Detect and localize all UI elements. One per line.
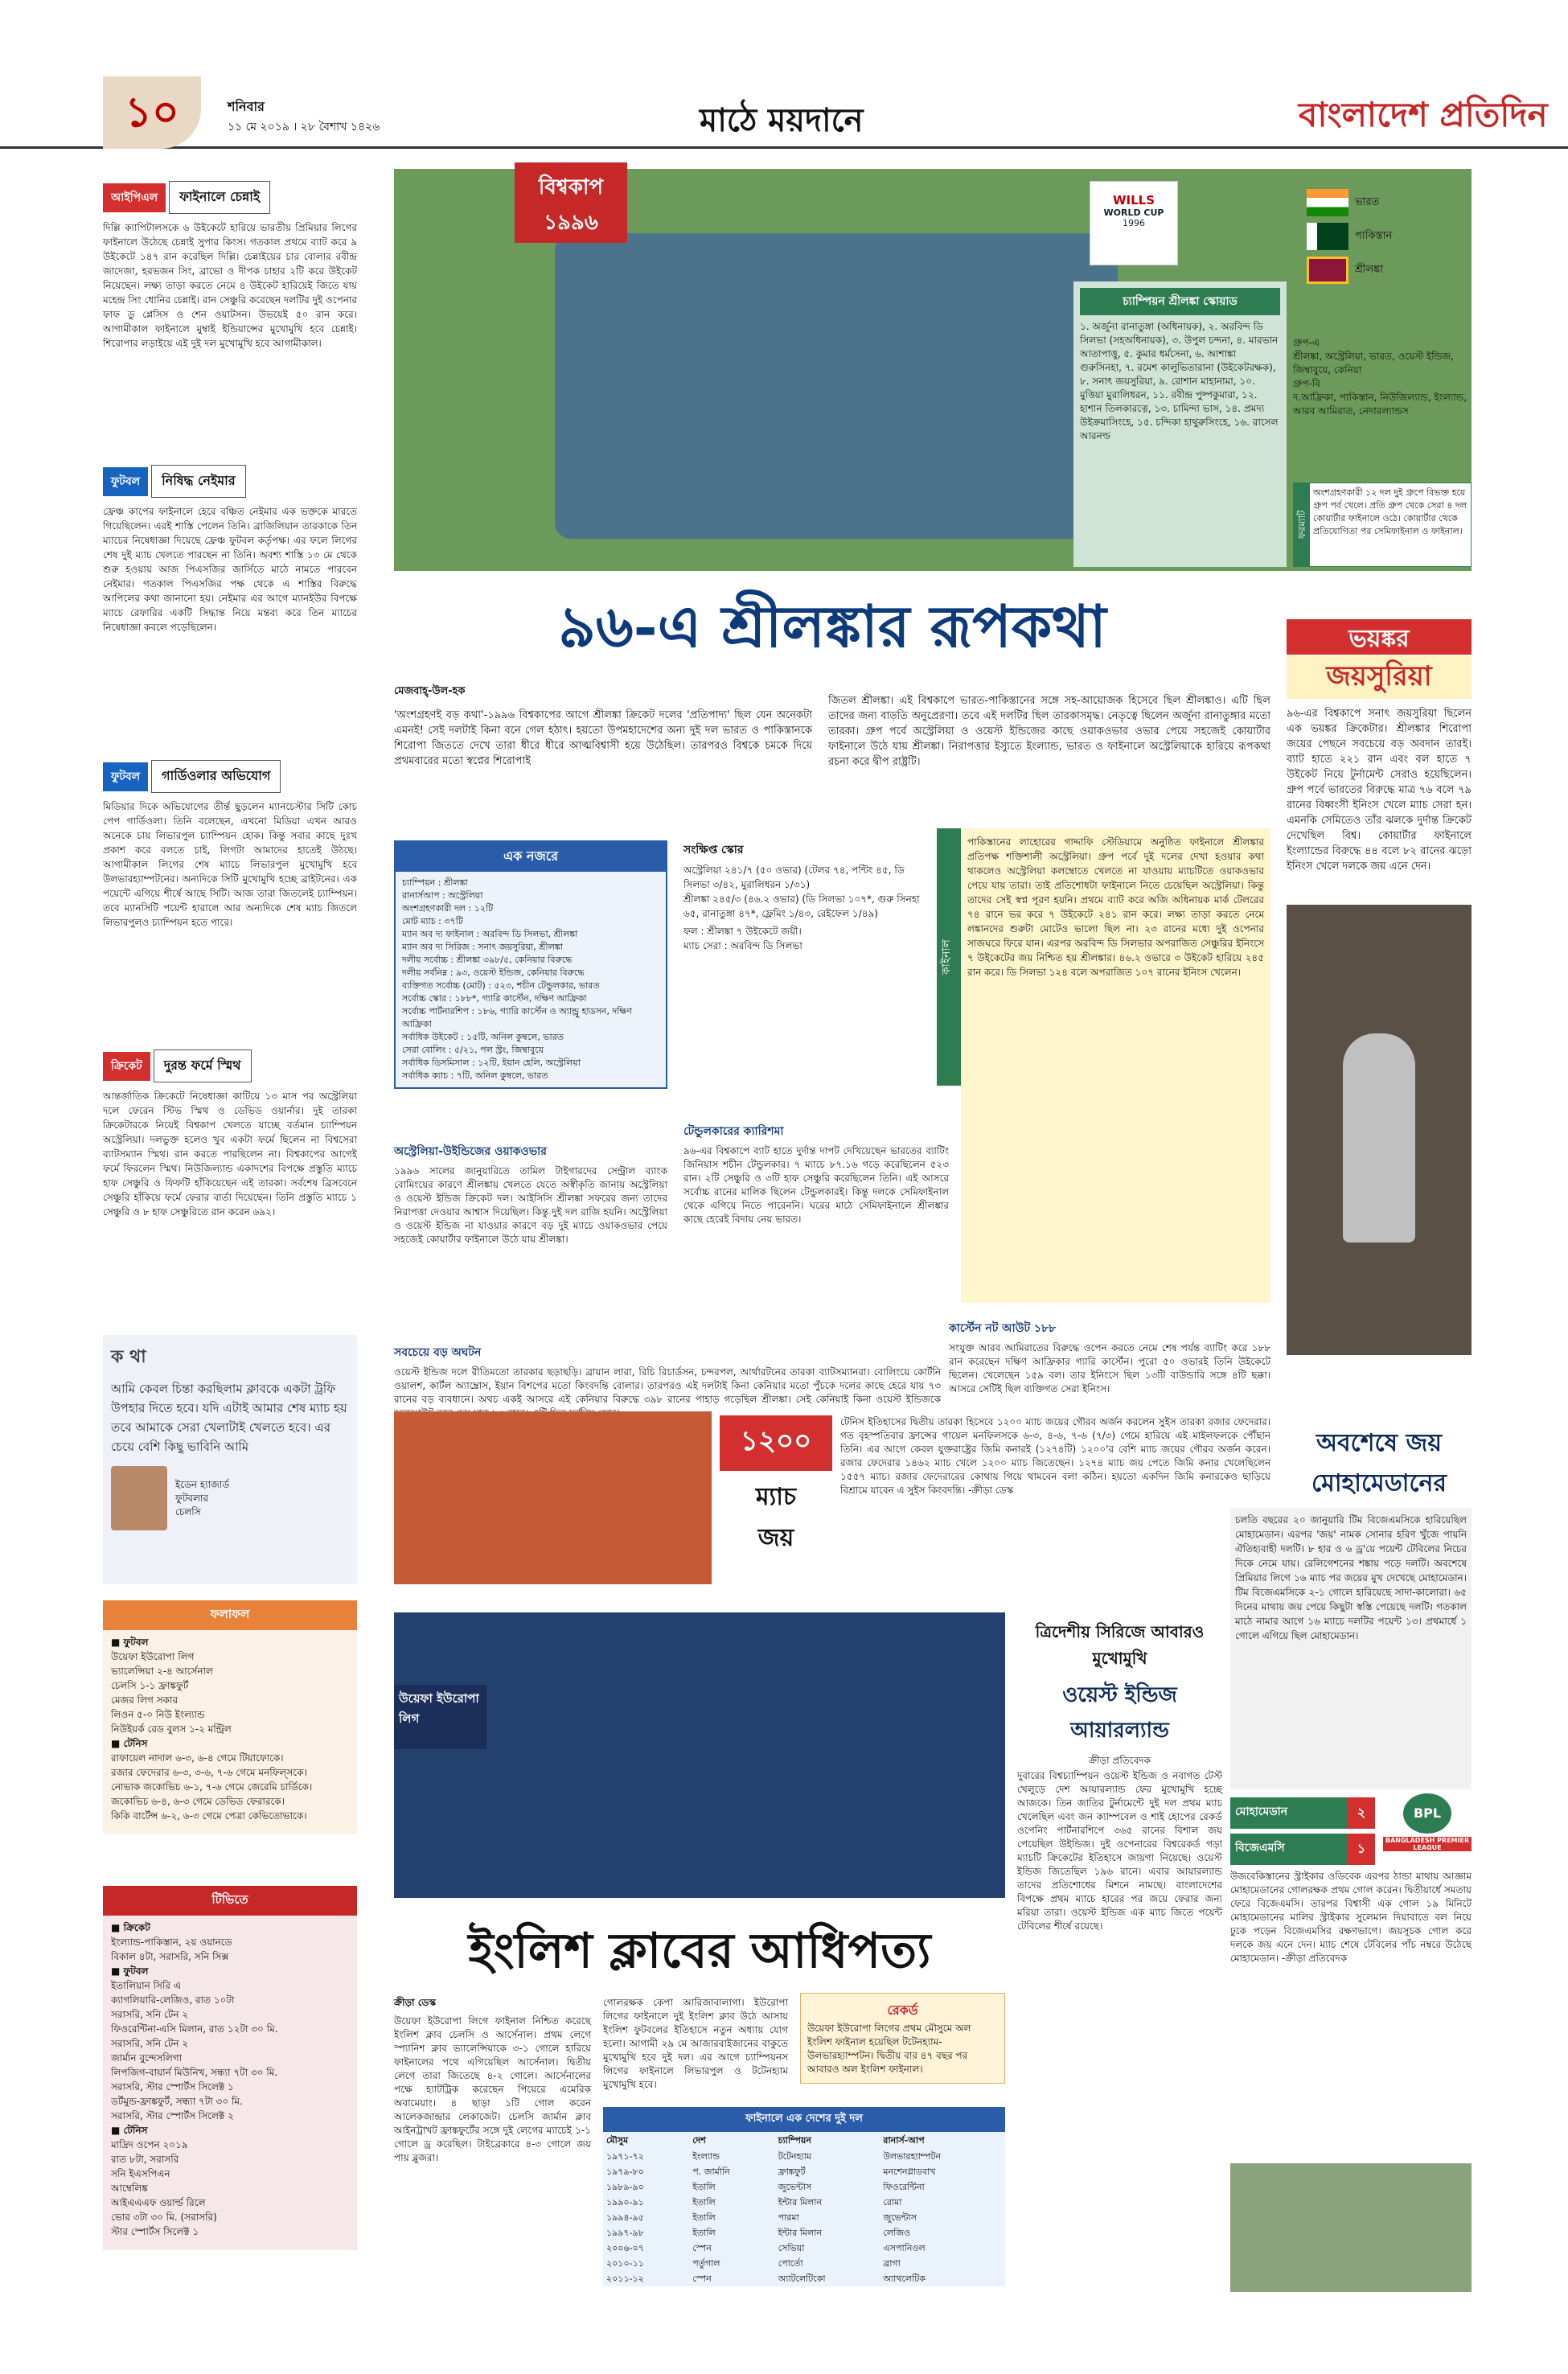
kirsten-block <box>949 1319 1270 1396</box>
table-cell: ইন্টার মিলান <box>778 2197 822 2208</box>
list-item: উয়েফা ইউরোপা লিগ <box>111 1651 195 1662</box>
table-cell: ২০১১-১২ <box>606 2273 644 2284</box>
final-label: কাইনাল <box>937 828 961 1086</box>
list-item: লিওন ৫-০ নিউ ইংল্যান্ড <box>111 1709 205 1720</box>
main-headline: ৯৬-এ শ্রীলঙ্কার রূপকথা <box>558 592 1106 660</box>
wi-sub: ত্রিদেশীয় সিরিজে আবারও মুখোমুখি <box>1035 1622 1205 1668</box>
list-item: নোভাক জকোভিচ ৬-১, ৭-৬ গেমে জেরেমি চার্ডিকে। <box>111 1781 313 1793</box>
squad-title: চ্যাম্পিয়ন শ্রীলঙ্কা স্কোয়াড <box>1080 288 1280 315</box>
worldcup-tag-line2: ১৯৯৬ <box>544 211 598 235</box>
list-item: স্টার স্পোর্টস সিলেক্ট ১ <box>111 2226 199 2237</box>
section-tag: ফুটবল <box>103 762 148 791</box>
table-cell: ২০০৬-০৭ <box>606 2243 644 2253</box>
kirsten-title: কার্স্টেন নট আউট ১৮৮ <box>949 1322 1057 1335</box>
groups-text: গ্রুপ-এ শ্রীলঙ্কা, অস্ট্রেলিয়া, ভারত, ওয়েস্ট ইন্ডিজ, জিম্বাবুয়ে, কেনিয়া গ্রুপ-বি দ.আফ্রিকা, পাকিস্তান, নিউজিল্যান্ড, ইংল্যান্ড, আরব আমিরাত, নেদারল্যান্ডস <box>1293 337 1467 417</box>
glance-row: সর্বাধিক উইকেট : ১৫টি, অনিল কুম্বলে, ভারত <box>402 1032 564 1042</box>
record-title: রেকর্ড <box>887 2002 918 2018</box>
glance-box <box>394 840 667 1089</box>
table-cell: ইতালি <box>692 2228 716 2238</box>
score-title: সংক্ষিপ্ত স্কোর <box>683 844 744 856</box>
table-row <box>603 2149 1005 2164</box>
tv-list <box>103 1916 357 2244</box>
ipl-block <box>103 181 357 351</box>
table-header: মৌসুম <box>606 2135 629 2146</box>
table-cell: ইতালি <box>692 2197 716 2208</box>
list-item: ■ ফুটবল <box>111 1637 149 1648</box>
table-cell: স্পেন <box>692 2243 712 2253</box>
results-list <box>103 1630 357 1828</box>
glance-row: মোট ম্যাচ : ৩৭টি <box>402 916 463 926</box>
finals-rows <box>603 2132 1005 2286</box>
list-item: ভোর ৩টা ৩০ মি. (সরাসরি) <box>111 2212 217 2223</box>
table-cell: ১৯৭১-৭২ <box>606 2151 644 2162</box>
smith-block <box>103 1049 357 1219</box>
list-item: ■ টেনিস <box>111 2125 148 2136</box>
list-item: ■ টেনিস <box>111 1738 148 1749</box>
list-item: ■ ক্রিকেট <box>111 1922 150 1933</box>
list-item: আইএএএফ ওয়ার্ল্ড রিলে <box>111 2197 206 2208</box>
glance-row: সর্বাধিক ক্যাচ : ৭টি, অনিল কুম্বলে, ভারত <box>402 1070 548 1081</box>
table-cell: ১৯৯৪-৯৫ <box>606 2212 644 2223</box>
trophy-icon <box>1343 1033 1415 1242</box>
india-flag-icon <box>1307 189 1348 216</box>
quote-club: চেলসি <box>175 1505 201 1518</box>
table-cell: পোর্তো <box>778 2258 803 2269</box>
table-cell: টটেনহ্যাম <box>778 2151 811 2162</box>
format-text: অংশগ্রহণকারী ১২ দল দুই গ্রুপে বিভক্ত হয়ে গ্রুপ পর্ব খেলে। প্রতি গ্রুপ থেকে সেরা ৪ দল কোয়ার্টার ফাইনালে ওঠে। কোয়ার্টার থেকে প্রতিযোগিতা পর সেমিফাইনাল ও ফাইনাল। <box>1313 487 1467 536</box>
table-header: চ্যাম্পিয়ন <box>778 2135 811 2146</box>
wi-text: দুবারের বিশ্বচ্যাম্পিয়ন ওয়েস্ট ইন্ডিজ ও নবাগত টেস্ট খেলুড়ে দেশ আয়ারল্যান্ড ফের মুখোমুখি হচ্ছে আজকে। তিন জাতির টুর্নামেন্টে দুই দল প্রথম ম্যাচ খেলেছিল এবং জন ক্যাম্পবেল ও শাই হোপের রেকর্ড ওপেনিং পার্টনারশিপে ৩৬৫ রানের বিশাল জয় পেয়েছিল উইন্ডিজ। দুই ওপেনারের বিশ্বরেকর্ড গড়া ম্যাচটি ক্রিকেটের ইতিহাসে জায়গা নিয়েছে। ওয়েস্ট ইন্ডিজ জিতেছিল ১৯৬ রানে। এবার আয়ারল্যান্ড তাদের প্রতিশোধের মিশনে নামছে। বাংলাদেশের বিপক্ষে প্রথম ম্যাচে হারের পর জয়ে ফেরার জন্য মরিয়া তারা। ওয়েস্ট ইন্ডিজ এক ম্যাচ জিতে পয়েন্ট টেবিলের শীর্ষে রয়েছে। <box>1017 1770 1222 1932</box>
table-header: দেশ <box>692 2135 706 2146</box>
table-cell: ফ্রাঙ্কফুর্ট <box>778 2167 806 2177</box>
srilanka-flag-icon <box>1307 257 1348 284</box>
list-item: নিউইয়র্ক রেড বুলস ১-২ মন্ট্রিল <box>111 1723 232 1735</box>
team-goals: ২ <box>1348 1797 1375 1829</box>
table-cell: ইন্টার মিলান <box>778 2228 822 2238</box>
jaya-photo <box>1287 905 1472 1355</box>
paper-logo: বাংলাদেশ প্রতিদিন <box>1299 95 1548 134</box>
table-row <box>603 2164 1005 2179</box>
glance-row: সর্বোচ্চ স্কোর : ১৮৮*, গ্যারি কার্স্টেন, দক্ষিণ আফ্রিকা <box>402 993 587 1004</box>
table-cell: ইতালি <box>692 2182 716 2192</box>
story-col1: 'অংশগ্রহণই বড় কথা'-১৯৯৬ বিশ্বকাপের আগে শ্রীলঙ্কা ক্রিকেট দলের 'প্রতিপাদ্য' ছিল যেন অনেকটা এমনই! সেই দলটাই কিনা বনে গেল হঠাৎ। হয়তো উপমহাদেশের অন্য দুই দল ভারত ও পাকিস্তানকে শিরোপা জিততে দেখে তারা ধীরে ধীরে আত্মবিশ্বাসী হয়ে উঠেছিল। তারপরও বিশ্বকে চমকে দিয়ে প্রথমবারের মতো স্বপ্নের শিরোপাই <box>394 709 812 767</box>
team-name: বিজেএমসি <box>1230 1834 1348 1865</box>
score-row: ফল : শ্রীলঙ্কা ৭ উইকেটে জয়ী। <box>683 926 802 937</box>
glance-row: দলীয় সর্বোচ্চ : শ্রীলঙ্কা ৩৯৮/৫, কেনিয়ার বিরুদ্ধে <box>402 955 573 965</box>
score-text: অস্ট্রেলিয়া ২৪১/৭ (৫০ ওভার) (টেলর ৭৪, পন্টিং ৪৫, ডি সিলভা ৩/৪২, মুরালিধরন ১/৩১) শ্রীলঙ্কা ২৪৫/৩ (৪৬.২ ওভার) (ডি সিলভা ১০৭*, গুরু সিনহা ৬৫, রানাতুঙ্গা ৪৭*, ফ্লেমিং ১/৪৩, রেইফেল ১/৪৯) <box>683 865 920 919</box>
glance-title: এক নজরে <box>396 842 666 872</box>
team-name: মোহামেডান <box>1230 1797 1348 1829</box>
glance-row: সর্বোচ্চ পার্টনারশিপ : ১৮৬, গ্যারি কার্স্টেন ও অ্যান্ড্রু হাডসন, দক্ষিণ আফ্রিকা <box>402 1006 632 1029</box>
tendulkar-title: টেন্ডুলকারের ক্যারিশমা <box>683 1125 784 1138</box>
kirsten-text: সংযুক্ত আরব আমিরাতের বিরুদ্ধে ওপেন করতে নেমে শেষ পর্যন্ত ব্যাটিং করে ১৮৮ রান করেছেন দক্ষিণ আফ্রিকার গ্যারি কার্স্টেন। পুরো ৫০ ওভারই তিনি উইকেটে ছিলেন। খেলেছেন ১৫৯ বল। তার ইনিংসে ছিল ১৩টি বাউন্ডারি সঙ্গে ৪টি ছক্কা। আসরে সেটিই ছিল ব্যক্তিগত সেরা ইনিংস। <box>949 1342 1270 1394</box>
list-item: মাদ্রিদ ওপেন ২০১৯ <box>111 2139 188 2150</box>
squad-text: ১. অর্জুনা রানাতুঙ্গা (অধিনায়ক), ২. অরবিন্দ ডি সিলভা (সহঅধিনায়ক), ৩. উপুল চন্দনা, ৪. মারভান আতাপাত্তু, ৫. কুমার ধর্মসেনা, ৬. আশাঙ্কা গুরুসিনহা, ৭. রমেশ কালুভিতারানা (উইকেটরক্ষক), ৮. সনাৎ জয়সুরিয়া, ৯. রোশান মাহানামা, ১০. মুত্তিয়া মুরালিধরন, ১১. রবীন্দ্র পুষ্পকুমারা, ১২. হাশান তিলকারত্নে, ১৩. চামিন্দা ভাস, ১৪. প্রমদ্য উইক্রমাসিংহে, ১৫. চন্দিকা হাথুরুসিংহে, ১৬. রাসেল আরনল্ড <box>1080 321 1279 442</box>
walkover-block <box>394 1142 667 1247</box>
results-title: ফলাফল <box>103 1600 357 1630</box>
list-item: লিপজিগ-বায়ার্ন মিউনিখ, সন্ধ্যা ৭টা ৩০ মি. <box>111 2067 278 2078</box>
table-cell: ২০১০-১১ <box>606 2258 644 2269</box>
neymar-block <box>103 465 357 635</box>
final-text: পাকিস্তানের লাহোরের গাদ্দাফি স্টেডিয়ামে অনুষ্ঠিত ফাইনালে শ্রীলঙ্কার প্রতিপক্ষ শক্তিশালী অস্ট্রেলিয়া। গ্রুপ পর্বে দুই দলের দেখা হওয়ার কথা থাকলেও অস্ট্রেলিয়া কলম্বোতে খেলতে না যাওয়ায় ম্যাচটিতে ওয়াকওভার পেয়ে যায় তারা। তাই প্রতিশোধটা ফাইনালে নিতে চেয়েছিল অস্ট্রেলিয়া। কিন্তু তাদের সেই স্বপ্ন পূরণ হয়নি। প্রথমে ব্যাট করে অজি অধিনায়ক মার্ক টেলরের ৭৪ রানে ভর করে ৭ উইকেটে ২৪১ রান করে। লক্ষ্য তাড়া করতে নেমে লঙ্কানদের শুরুটা মোটেও ভালো ছিল না। ২৩ রানের মধ্যে দুই ওপেনার সাজঘরে ফিরে যান। এরপর অরবিন্দ ডি সিলভার অপরাজিত সেঞ্চুরির ইনিংসে ৭ উইকেটের জয় নিশ্চিত হয় শ্রীলঙ্কার। ৪৬.২ ওভারে ৩ উইকেট হারিয়ে ২৪৫ রান করে। ডি সিলভা ১২৪ বলে অপরাজিত ১০৭ রানের ইনিংস খেলেন। <box>961 828 1270 1303</box>
finals-table <box>603 2107 1005 2286</box>
guardiola-block <box>103 760 357 930</box>
walkover-title: অস্ট্রেলিয়া-উইন্ডিজের ওয়াকওভার <box>394 1145 547 1158</box>
table-row <box>603 2179 1005 2195</box>
table-row <box>603 2195 1005 2210</box>
list-item: মেজর লিগ সকার <box>111 1694 179 1706</box>
section-tag: আইপিএল <box>103 183 166 212</box>
europa-label: উয়েফা ইউরোপা লিগ <box>394 1685 486 1749</box>
bpl-logo <box>1383 1793 1472 1858</box>
wi-ireland-head <box>1017 1620 1222 1770</box>
table-cell: স্পেন <box>692 2273 712 2284</box>
table-cell: ১৯৭৯-৮০ <box>606 2167 644 2177</box>
list-item: সরাসরি, স্টার স্পোর্টস সিলেক্ট ১ <box>111 2081 234 2093</box>
list-item: কিকি বার্টেন্স ৬-২, ৬-৩ গেমে পেত্রা কেভিতোভাকে। <box>111 1810 307 1822</box>
moh-text: চলতি বছরের ২০ জানুয়ারি টিম বিজেএমসিকে হারিয়েছিল মোহামেডান। এরপর 'জয়' নামক সোনার হরিণ খুঁজে পায়নি ঐতিহ্যবাহী দলটি। ৮ হার ও ৬ ড্র'য়ে পয়েন্ট টেবিলের নিচের দিকে নেমে যায়। রেলিগেশনের শঙ্কায় পড়ে দলটি। অবশেষে প্রিমিয়ার লিগে ১৬ ম্যাচ পর জয়ের মুখ দেখেছে মোহামেডান। টিম বিজেএমসিকে ২-১ গোলে হারিয়েছে সাদা-কালোরা। ৬৫ দিনের মাথায় জয় পেয়ে কিছুটা স্বস্তি পেয়েছে দলটি। গতকাল মাঠে নামার আগে ১৬ ম্যাচে দলটির পয়েন্ট ১৩। প্রথমার্ধে ১ গোলে এগিয়ে ছিল মোহামেডান। <box>1230 1508 1472 1789</box>
score-box <box>683 840 925 953</box>
flags-legend <box>1307 189 1467 284</box>
format-label: ফরম্যাট <box>1294 483 1310 566</box>
score-row: ম্যাচ সেরা : অরবিন্দ ডি সিলভা <box>683 940 802 951</box>
quote-role: ফুটবলার <box>175 1492 209 1504</box>
list-item: চেলসি ১-১ ফ্রাঙ্কফুর্ট <box>111 1680 189 1691</box>
pakistan-flag-icon <box>1307 223 1348 250</box>
table-row <box>603 2225 1005 2241</box>
format-box <box>1293 483 1472 567</box>
story-col2: জিতল শ্রীলঙ্কা। এই বিশ্বকাপে ভারত-পাকিস্তানের সঙ্গে সহ-আয়োজক হিসেবে ছিল শ্রীলঙ্কাও। এটি ছিল তাদের জন্য বাড়তি অনুপ্রেরণা। তবে এই দলটির ছিল তারকাসমৃদ্ধ। নেতৃত্বে ছিলেন অর্জুনা রানাতুঙ্গার মতো তারকা। গ্রুপ পর্বে অস্ট্রেলিয়া ও ওয়েস্ট ইন্ডিজের কাছে ওয়াকওভার ওভার পেয়ে সহজেই কোয়ার্টার ফাইনালে উঠে যায় শ্রীলঙ্কা। নিরাপত্তার ইস্যুতে ইংল্যান্ড, ভারত ও ফাইনালে অস্ট্রেলিয়াকে হারিয়ে রূপকথা রচনা করে দ্বীপ রাষ্ট্রটি। <box>828 695 1270 768</box>
glance-row: সেরা বোলিং : ৫/২১, পল স্ট্রং, জিম্বাবুয়ে <box>402 1045 544 1055</box>
glance-row: সর্বাধিক ডিসমিসাল : ১২টি, ইয়ান হেলি, অস্ট্রেলিয়া <box>402 1058 581 1068</box>
jaya-title2: জয়সুরিয়া <box>1287 655 1472 699</box>
glance-row: ম্যান অব দ্য সিরিজ : সনাৎ জয়সুরিয়া, শ্রীলঙ্কা <box>402 942 563 952</box>
record-text: উয়েফা ইউরোপা লিগের প্রথম মৌসুমে অল ইংলিশ ফাইনাল হয়েছিল টটেনহ্যাম-উলভারহ্যাম্পটন। দ্বিতীয় বার ৪৭ বছর পর আবারও অল ইংলিশ ফাইনাল। <box>807 2023 971 2075</box>
table-row <box>603 2271 1005 2286</box>
tendulkar-text: ৯৬-এর বিশ্বকাপে ব্যাট হাতে দুর্দান্ত দাপট দেখিয়েছেন ভারতের ব্যাটিং জিনিয়াস শচীন টেন্ডুলকার। ৭ ম্যাচে ৮৭.১৬ গড়ে করেছিলেন ৫২৩ রান। ২টি সেঞ্চুরি ও ৩টি হাফ সেঞ্চুরি করেছিলেন তিনি। এই আসরে সর্বোচ্চ রানের মালিক ছিলেন টেন্ডুলকারই। কিন্তু দলকে সেমিফাইনাল থেকে এগিয়ে নিতে পারেননি। ঘরের মাঠে সেমিফাইনালে শ্রীলঙ্কার কাছে হেরেই বিদায় নেয় ভারত। <box>683 1145 949 1225</box>
tv-box <box>103 1886 357 2250</box>
page-number: ১০ <box>103 76 201 149</box>
tendulkar-block <box>683 1122 949 1226</box>
bpl-text: BPL <box>1403 1793 1451 1834</box>
date: ১১ মে ২০১৯ । ২৮ বৈশাখ ১৪২৬ <box>228 121 380 133</box>
moh-score <box>1230 1797 1375 1865</box>
headline: ফাইনালে চেন্নাই <box>169 181 270 214</box>
body-text: মিডিয়ার দিকে অভিযোগের তীর্ন্ত ছুড়লেন ম্যানচেস্টার সিটি কোচ পেপ গার্ডিওলা। তিনি বলেছেন, এখনো মিডিয়া এখন আরও অনেকে চায় লিভারপুল চ্যাম্পিয়ন হোক। কিন্তু সবার কাছে দুঃখ প্রকাশ করে বলতে চাই, লিগটা আমাদের হাতেই উঠছে। আগামীকাল লিগের শেষ ম্যাচে লিভারপুল মুখোমুখি হবে উলভারহ্যাম্পটনের। অন্যদিকে সিটি মুখোমুখি হচ্ছে ব্রাইটনের। এক পয়েন্টে এগিয়ে শীর্ষে আছে সিটি। আজ তারা জিতলেই চ্যাম্পিয়ন। তবে ম্যানসিটি পয়েন্ট হারালে আর অন্যদিকে শেষ ম্যাচ জিতলে লিভারপুলও চ্যাম্পিয়ন হতে পারে। <box>103 801 357 928</box>
upset-title: সবচেয়ে বড় অঘটন <box>394 1346 482 1359</box>
score-result <box>683 924 925 953</box>
wills-text: WILLS <box>1112 193 1155 207</box>
flag-label: ভারত <box>1355 195 1380 208</box>
table-title: ফাইনালে এক দেশের দুই দল <box>603 2107 1005 2132</box>
flag-label: শ্রীলঙ্কা <box>1355 263 1384 276</box>
upset-text: ওয়েস্ট ইন্ডিজ দলে রীতিমতো তারকার ছড়াছড়ি। ব্রায়ান লারা, রিচি রিচার্ডসন, চন্দরপল, আর্থারটনের তারকা ব্যাটসম্যানরা। বোলিংয়ে কোর্টনি ওয়ালশ, কার্টল অ্যাম্ব্রোস, ইয়ান বিশপের মতো কিংবদন্তি বোলার। তারপরও এই দলটাই কিনা কেনিয়ার মতো পুঁচকে দলের কাছে হেরে যায় ৭৩ রানের বড় ব্যবধানে। অথচ একই আসরে এই কেনিয়ার বিরুদ্ধে ৩৯৮ রানের পাহাড় গড়েছিল শ্রীলঙ্কা। সেই কেনিয়াই কিনা ওয়েস্ট ইন্ডিজকে <box>394 1366 941 1405</box>
moh-title1: অবশেষে জয় <box>1316 1429 1443 1457</box>
table-row <box>603 2241 1005 2256</box>
player-photo <box>111 1466 167 1530</box>
team-goals: ১ <box>1348 1834 1375 1865</box>
table-cell: প. জার্মানি <box>692 2167 730 2177</box>
table-header: রানার্স-আপ <box>883 2135 925 2146</box>
list-item: সরাসরি, স্টার স্পোর্টস সিলেক্ট ২ <box>111 2110 234 2121</box>
table-cell: ইতালি <box>692 2212 716 2223</box>
english-text1: উয়েফা ইউরোপা লিগে ফাইনাল নিশ্চিত করেছে ইংলিশ ক্লাব চেলসি ও আর্সেনাল। প্রথম লেগে স্প্যানিশ ক্লাব ভ্যালেন্সিয়াকে ৩-১ গোলে হারিয়ে ফাইনালের পথে এগিয়েছিল আর্সেনাল। দ্বিতীয় লেগে তারা জিতেছে ৪-২ গোলে। আর্সেনালের পক্ষে হ্যাটট্রিক করেছেন পিয়েরে এমেরিক অবামেয়াং। ৪ ছাড়া ১টি গোল করেন আলেকজান্দ্রার লেকাজেট। চেলসি জার্মান ক্লাব আইনট্রাখট ফ্রাঙ্কফুর্টের সঙ্গে দুই লেগের ম্যাচেই ১-১ গোলে ড্র করেছিল। টাইব্রেকারে ৪-৩ গোলে জয় পায় ব্লুজরা। <box>394 2015 591 2163</box>
tennis-big: ১২০০ <box>720 1415 832 1471</box>
quote-box <box>103 1335 357 1584</box>
list-item: সনি ইএসপিএন <box>111 2168 170 2179</box>
table-cell: পারমা <box>778 2212 799 2223</box>
headline: দুরন্ত ফর্মে স্মিথ <box>154 1049 252 1082</box>
table-cell: অ্যাটলেটিকো <box>778 2273 826 2284</box>
quote-title: ক থা <box>111 1347 146 1367</box>
list-item: রজার ফেদেরার ৬-৩, ৩-৬, ৭-৬ গেমে মনফিল্সকে। <box>111 1767 307 1778</box>
table-cell: ১৯৯৭-৯৮ <box>606 2228 644 2238</box>
list-item: ভ্যালেন্সিয়া ২-৪ আর্সেনাল <box>111 1665 213 1677</box>
headline: গার্ডিওলার অভিযোগ <box>151 760 281 793</box>
flag-label: পাকিস্তান <box>1355 229 1393 242</box>
quote-name: ইডেন হ্যাজার্ড <box>175 1478 230 1490</box>
squad-box <box>1073 281 1287 567</box>
section-title: মাঠে ময়দানে <box>700 102 864 139</box>
table-cell: জুভেন্টাস <box>778 2182 812 2192</box>
byline: মেজবাহ্-উল-হক <box>394 685 466 697</box>
worldcup-tag <box>515 162 627 243</box>
list-item: ফিওরেন্টিনা-এসি মিলান, রাত ১২টা ৩০ মি. <box>111 2023 278 2035</box>
list-item: ইতালিয়ান সিরি এ <box>111 1980 181 1991</box>
table-row <box>603 2210 1005 2225</box>
english-text2: গোলরক্ষক কেপা আরিজাবালাগা। ইউরোপা লিগের ফাইনালে দুই ইংলিশ ক্লাব উঠে আসায় ইংলিশ ফুটবলের ইতিহাসে নতুন অধ্যায় যোগ হলো। আগামী ২৯ মে আজারবাইজানের বাকুতে মুখোমুখি হবে দুই দল। এর আগে চ্যাম্পিয়নস লিগের ফাইনালে লিভারপুল ও টটেনহ্যাম মুখোমুখি হবে। <box>603 1997 788 2090</box>
walkover-text: ১৯৯৬ সালের জানুয়ারিতে তামিল টাইগারদের সেন্ট্রাল ব্যাংক বোমিংয়ের কারণে শ্রীলঙ্কায় খেলতে যেতে অস্বীকৃতি জানায় অস্ট্রেলিয়া ও ওয়েস্ট ইন্ডিজ ক্রিকেট দল। আইসিসি শ্রীলঙ্কা সফরের জন্য তাদের নিরাপত্তা দেওয়ার আশ্বাস দিয়েছিল। কিন্তু দুই দল রাজি হয়নি। অস্ট্রেলিয়া ও ওয়েস্ট ইন্ডিজ না যাওয়ার কারণে বড় দুই ম্যাচে ওয়াকওভার পেয়ে সহজেই কোয়ার্টার ফাইনালে উঠে যায় শ্রীলঙ্কা। <box>394 1165 667 1245</box>
worldcup-tag-line1: বিশ্বকাপ <box>538 175 604 199</box>
table-cell: ইংল্যান্ড <box>692 2151 720 2162</box>
tennis-sub1: ম্যাচ <box>755 1483 797 1511</box>
list-item: রাত ৮টা, সরাসরি <box>111 2154 179 2165</box>
list-item: সরাসরি, সনি টেন ২ <box>111 2038 189 2049</box>
team-players <box>555 233 1118 539</box>
moh-title2: মোহামেডানের <box>1311 1469 1447 1497</box>
table-cell: সেভিয়া <box>778 2243 805 2253</box>
list-item: সরাসরি, সনি টেন ২ <box>111 2009 189 2020</box>
table-row <box>603 2256 1005 2271</box>
list-item: জার্মান বুন্দেসলিগা <box>111 2052 183 2064</box>
list-item: ইংল্যান্ড-পাকিস্তান, ২য় ওয়ানডে <box>111 1937 232 1948</box>
table-cell: ১৯৮৯-৯০ <box>606 2182 644 2192</box>
record-box <box>800 1993 1005 2084</box>
glance-row: ব্যক্তিগত সর্বোচ্চ (মোট) : ৫২৩, শচীন টেন্ডুলকার, ভারত <box>402 980 600 991</box>
tennis-stat <box>720 1415 832 1584</box>
english-byline: ক্রীড়া ডেস্ক <box>394 1997 437 2008</box>
section-tag: ফুটবল <box>103 467 148 496</box>
table-cell: অ্যাথলেটিক <box>883 2273 926 2284</box>
tennis-text: টেনিস ইতিহাসের দ্বিতীয় তারকা হিসেবে ১২০০ ম্যাচ জয়ের গৌরব অর্জন করলেন সুইস তারকা রজার ফেদেরার। গত বৃহস্পতিবার ফ্রান্সের গায়েল মনফিলসকে ৬-৩, ৪-৬, ৭-৬ (৭/৩) গেমে হারিয়ে এই মাইলফলকে পৌঁছান তিনি। এর আগে কেবল যুক্তরাষ্ট্রের জিমি কনারই (১২৭৪টি) ১২০০'র বেশি ম্যাচ জয়ের গৌরব অর্জন করেন। রজার ফেদেরার ১৪৬২ ম্যাচ খেলে ১২০০ ম্যাচ জিতেছেন। ১২৭৪ ম্যাচ জয় পেতে জিমি কনার খেলেছিলেন ১৫৫৭ ম্যাচ। রজার ফেদেরারের কোথায় গিয়ে থামবেন বলা কঠিন। হয়তো একদিন জিমি কনারকেও ছাড়িয়ে বিশ্রামে যাবেন এ সুইস কিংবদন্তি। -ক্রীড়া ডেস্ক <box>840 1416 1270 1496</box>
english-headline: ইংলিশ ক্লাবের আধিপত্য <box>468 1923 931 1979</box>
table-cell: পর্তুগাল <box>692 2258 720 2269</box>
wi-byline: ক্রীড়া প্রতিবেদক <box>1089 1755 1151 1766</box>
worldcup-year: 1996 <box>1123 218 1145 228</box>
list-item: বিকাল ৪টা, সরাসরি, সনি সিক্স <box>111 1951 229 1962</box>
jaya-title1: ভয়ঙ্কর <box>1287 619 1472 655</box>
glance-list <box>396 872 666 1087</box>
chelsea-photo <box>394 1612 1005 1898</box>
body-text: আন্তর্জাতিক ক্রিকেটে নিষেধাজ্ঞা কাটিয়ে ১৩ মাস পর অস্ট্রেলিয়া দলে ফেরেন স্টিভ স্মিথ ও ডেভিড ওয়ার্নার। দুই তারকা ক্রিকেটারকে নিয়েই বিশ্বকাপ খেলতে যাচ্ছে বর্তমান চ্যাম্পিয়ন অস্ট্রেলিয়া। দলভুক্ত হলেও খুব একটা ফর্মে ছিলেন না বিশ্বসেরা ব্যাটসম্যান স্মিথ। রান করতে পারছিলেন না। বিশ্বকাপের আগেই ফর্মে ফিরলেন স্মিথ। নিউজিল্যান্ড একাদশের বিপক্ষে প্রস্তুতি ম্যাচে হাফ সেঞ্চুরি ও ফিফটি হাঁকিয়েছেন এই তারকা। সর্বশেষ ব্রিসবেনে সেঞ্চুরি হাঁকিয়ে ফর্মে ফেরার বার্তা দিয়েছেন। তিনি প্রস্তুতি ম্যাচে ১ সেঞ্চুরি ও ৮ হাফ সেঞ্চুরিতে রান করেন ৬৯২। <box>103 1090 357 1218</box>
list-item: জকোভিচ ৬-৪, ৬-৩ গেমে ডেভিড ফেরারকে। <box>111 1796 285 1807</box>
glance-row: ম্যান অব দ্য ফাইনাল : অরবিন্দ ডি সিলভা, শ্রীলঙ্কা <box>402 929 578 939</box>
glance-row: দলীয় সর্বনিম্ন : ৯৩, ওয়েস্ট ইন্ডিজ, কেনিয়ার বিরুদ্ধে <box>402 967 585 978</box>
wi-title: ওয়েস্ট ইন্ডিজ আয়ারল্যান্ড <box>1062 1683 1177 1743</box>
list-item: ■ ফুটবল <box>111 1965 149 1977</box>
list-item: রাফায়েল নাদাল ৬-৩, ৬-৪ গেমে টিয়াফোকে। <box>111 1752 284 1764</box>
wills-logo <box>1090 181 1178 265</box>
moh-photo <box>1230 2163 1472 2292</box>
section-tag: ক্রিকেট <box>103 1052 150 1081</box>
table-cell: ফিওরেন্টিনা <box>883 2182 925 2192</box>
jaya-text: ৯৬-এর বিশ্বকাপে সনাৎ জয়সুরিয়া ছিলেন এক ভয়ঙ্কর ক্রিকেটার। শ্রীলঙ্কার শিরোপা জয়ের পেছনে সবচেয়ে বড় অবদান তারই। ব্যাট হাতে ২২১ রান এবং বল হাতে ৭ উইকেট নিয়ে টুর্নামেন্ট সেরাও হয়েছিলেন। গ্রুপ পর্বে ভারতের বিরুদ্ধে মাত্র ৭৬ বলে ৭৯ রানের বিধ্বংসী ইনিংস খেলে ম্যাচ সেরা হন। এমনকি সেমিতেও তাঁর ঝলকে দুর্দান্ত ক্রিকেট দেখেছিল বিশ্ব। কোয়ার্টার ফাইনালে ইংল্যান্ডের বিরুদ্ধে ৪৪ বলে ৮২ রানের ঝড়ো ইনিংস খেলে দলকে জয় এনে দেন। <box>1287 708 1472 873</box>
table-cell: মনশেনগ্লাডবাখ <box>883 2167 936 2177</box>
upset-block <box>394 1343 941 1420</box>
table-cell: ব্রাগা <box>883 2258 901 2269</box>
worldcup-text: WORLD CUP <box>1103 207 1164 218</box>
tennis-sub2: জয় <box>757 1524 794 1552</box>
body-text: দিল্লি ক্যাপিটালসকে ৬ উইকেটে হারিয়ে ভারতীয় প্রিমিয়ার লিগের ফাইনালে উঠেছে চেন্নাই সুপার কিংস। গতকাল প্রথমে ব্যাট করে ৯ উইকেটে ১৪৭ রান করেছিল দিল্লি। চেন্নাইয়ের চার বোলার রবীন্দ্র জাদেজা, হরভজন সিং, ব্রাভো ও দীপক চাহার ২টি করে উইকেট নিয়েছেন। লক্ষ্য তাড়া করতে নেমে ৪ উইকেট হারিয়েই জিতে যায় মহেন্দ্র সিং ধোনির চেন্নাই। রান সেঞ্চুরি করেছেন দলটির দুই ওপেনার ফাফ ডু প্লেসিস ও শেন ওয়াটসন। উভয়েই ৫০ রান করে। আগামীকাল ফাইনালে মুম্বাই ইন্ডিয়ান্সের মুখোমুখি হবে চেন্নাই। শিরোপার লড়াইয়ে এই দুই দল মুখোমুখি হবে আগামীকাল। <box>103 222 357 349</box>
glance-row: চ্যাম্পিয়ন : শ্রীলঙ্কা <box>402 877 468 888</box>
table-cell: ১৯৯০-৯১ <box>606 2197 644 2208</box>
federer-photo <box>394 1411 712 1584</box>
day: শনিবার <box>228 99 265 114</box>
table-cell: এসপানিওল <box>883 2243 926 2253</box>
table-cell: লেজিও <box>883 2228 911 2238</box>
quote-text: আমি কেবল চিন্তা করছিলাম ক্লাবকে একটা ট্রফি উপহার দিতে হবে। যদি এটাই আমার শেষ ম্যাচ হয় তবে আমাকে সেরা খেলাটাই খেলতে হবে। এর চেয়ে বেশি কিছু ভাবিনি আমি <box>111 1382 347 1454</box>
list-item: ডর্টমুন্ড-ফ্রাঙ্কফুর্ট, সন্ধ্যা ৭টা ৩০ মি. <box>111 2096 243 2107</box>
tv-title: টিভিতে <box>103 1886 357 1916</box>
moh-text2: উজবেকিস্তানের স্ট্রাইকার ওডিবেক এরপর ঠান্ডা মাথায় আজ্ঞাম মোহামেডানের গোলরক্ষক প্রথম গোল করেন। দ্বিতীয়ার্ধে সমতায় ফেরে বিজেএমসি। তারপর বিশ্বাসী এক গোল ১৯ মিনিটে মোহামেডানের মালির স্ট্রাইকার সুলেমান দিয়াবাতে বল নিয়ে ঢুকে পড়েন বিজেএমসির রক্ষণভাগে। জয়সূচক গোল করে দলকে জয় এনে দেন। ম্যাচ শেষে টেবিলের পাঁচ নম্বরে উঠেছে মোহামেডান। -ক্রীড়া প্রতিবেদক <box>1230 1871 1472 1964</box>
list-item: আম্বেলিঙ্ক <box>111 2183 148 2194</box>
glance-row: রানার্সআপ : অস্ট্রেলিয়া <box>402 890 483 901</box>
table-cell: উলভারহ্যাম্পটন <box>883 2151 942 2162</box>
bpl-sub: BANGLADESH PREMIER LEAGUE <box>1383 1837 1472 1851</box>
table-cell: জুভেন্টাস <box>883 2212 917 2223</box>
glance-row: অংশগ্রহণকারী দল : ১২টি <box>402 903 494 914</box>
table-cell: রোমা <box>883 2197 902 2208</box>
page-header <box>0 0 1568 149</box>
headline: নিষিদ্ধ নেইমার <box>151 465 246 498</box>
list-item: ক্যাগলিয়ারি-লেজিও, রাত ১০টা <box>111 1994 235 2006</box>
body-text: ফ্রেঞ্চ কাপের ফাইনালে হেরে বঞ্চিত নেইমার এক ভক্তকে মারতে গিয়েছিলেন। এরই শাস্তি পেলেন তিনি। ব্রাজিলিয়ান তারকাকে তিন ম্যাচের নিষেধাজ্ঞা দিয়েছে ফ্রেঞ্চ ফুটবল কর্তৃপক্ষ। এর ফলে লিগের শেষ দুই ম্যাচ খেলতে পারছেন না তিনি। অবশ্য শাস্তি ১৩ মে থেকে শুরু হওয়ায় আজ পিএসজির জার্সিতে মাঠে নামতে পারবেন নেইমার। গতকাল পিএসজির পক্ষ থেকে এ শাস্তির বিরুদ্ধে আপিলের কথা জানানো হয়। নেইমার এর আগে ম্যানইউর বিপক্ষে ম্যাচে রেফারির একটি সিদ্ধান্ত নিয়ে মন্তব্য করে তিন ম্যাচের নিষেধাজ্ঞা কবলে পড়েছিলেন। <box>103 506 357 633</box>
results-box <box>103 1600 357 1834</box>
